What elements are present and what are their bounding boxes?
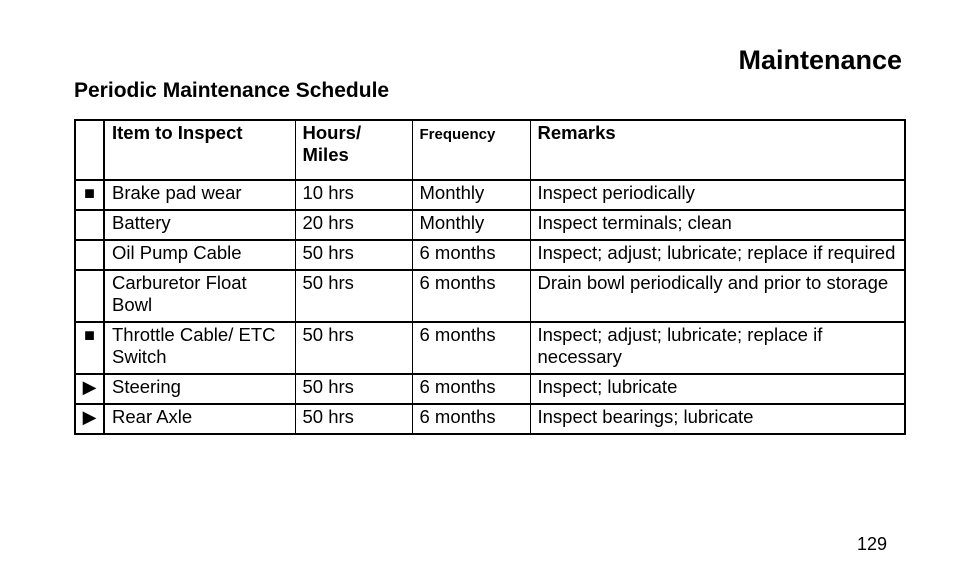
frequency-cell: 6 months bbox=[412, 322, 530, 374]
column-header-frequency: Frequency bbox=[412, 120, 530, 180]
row-marker-cell bbox=[75, 240, 104, 270]
row-marker-cell bbox=[75, 210, 104, 240]
item-cell: Throttle Cable/ ETC Switch bbox=[104, 322, 295, 374]
table-row bbox=[75, 374, 905, 404]
table-row bbox=[75, 210, 905, 240]
hours-cell: 10 hrs bbox=[295, 180, 412, 210]
row-marker-cell bbox=[75, 180, 104, 210]
table-row bbox=[75, 180, 905, 210]
column-header-hours: Hours/ Miles bbox=[295, 120, 412, 180]
triangle-right-icon: ▶ bbox=[82, 407, 97, 427]
row-marker-cell bbox=[75, 404, 104, 434]
hours-cell: 50 hrs bbox=[295, 240, 412, 270]
row-marker-cell bbox=[75, 374, 104, 404]
section-title: Maintenance bbox=[738, 45, 902, 75]
row-marker-cell bbox=[75, 322, 104, 374]
item-cell: Steering bbox=[104, 374, 295, 404]
hours-cell: 50 hrs bbox=[295, 404, 412, 434]
table-body bbox=[75, 180, 905, 434]
page-number: 129 bbox=[856, 534, 887, 554]
remarks-cell: Inspect; adjust; lubricate; replace if required bbox=[530, 240, 905, 270]
frequency-cell: 6 months bbox=[412, 404, 530, 434]
remarks-cell: Inspect terminals; clean bbox=[530, 210, 905, 240]
remarks-cell: Drain bowl periodically and prior to storage bbox=[530, 270, 905, 322]
hours-cell: 50 hrs bbox=[295, 270, 412, 322]
hours-cell: 20 hrs bbox=[295, 210, 412, 240]
maintenance-schedule-table bbox=[74, 119, 906, 435]
table-row bbox=[75, 404, 905, 434]
table-row bbox=[75, 270, 905, 322]
item-cell: Rear Axle bbox=[104, 404, 295, 434]
frequency-cell: 6 months bbox=[412, 240, 530, 270]
frequency-cell: Monthly bbox=[412, 210, 530, 240]
column-header-item: Item to Inspect bbox=[104, 120, 295, 180]
remarks-cell: Inspect periodically bbox=[530, 180, 905, 210]
row-marker-cell bbox=[75, 270, 104, 322]
column-header-marker bbox=[75, 120, 104, 180]
frequency-cell: 6 months bbox=[412, 270, 530, 322]
table-row bbox=[75, 240, 905, 270]
table-header-row bbox=[75, 120, 905, 180]
square-icon: ■ bbox=[84, 325, 95, 345]
column-header-remarks: Remarks bbox=[530, 120, 905, 180]
frequency-cell: 6 months bbox=[412, 374, 530, 404]
remarks-cell: Inspect; lubricate bbox=[530, 374, 905, 404]
table-header bbox=[75, 120, 905, 180]
remarks-cell: Inspect bearings; lubricate bbox=[530, 404, 905, 434]
triangle-right-icon: ▶ bbox=[82, 377, 97, 397]
table-title: Periodic Maintenance Schedule bbox=[74, 79, 390, 102]
frequency-cell: Monthly bbox=[412, 180, 530, 210]
square-icon: ■ bbox=[84, 183, 95, 203]
hours-cell: 50 hrs bbox=[295, 374, 412, 404]
item-cell: Brake pad wear bbox=[104, 180, 295, 210]
item-cell: Battery bbox=[104, 210, 295, 240]
table-row bbox=[75, 322, 905, 374]
item-cell: Oil Pump Cable bbox=[104, 240, 295, 270]
remarks-cell: Inspect; adjust; lubricate; replace if necessary bbox=[530, 322, 905, 374]
item-cell: Carburetor Float Bowl bbox=[104, 270, 295, 322]
hours-cell: 50 hrs bbox=[295, 322, 412, 374]
